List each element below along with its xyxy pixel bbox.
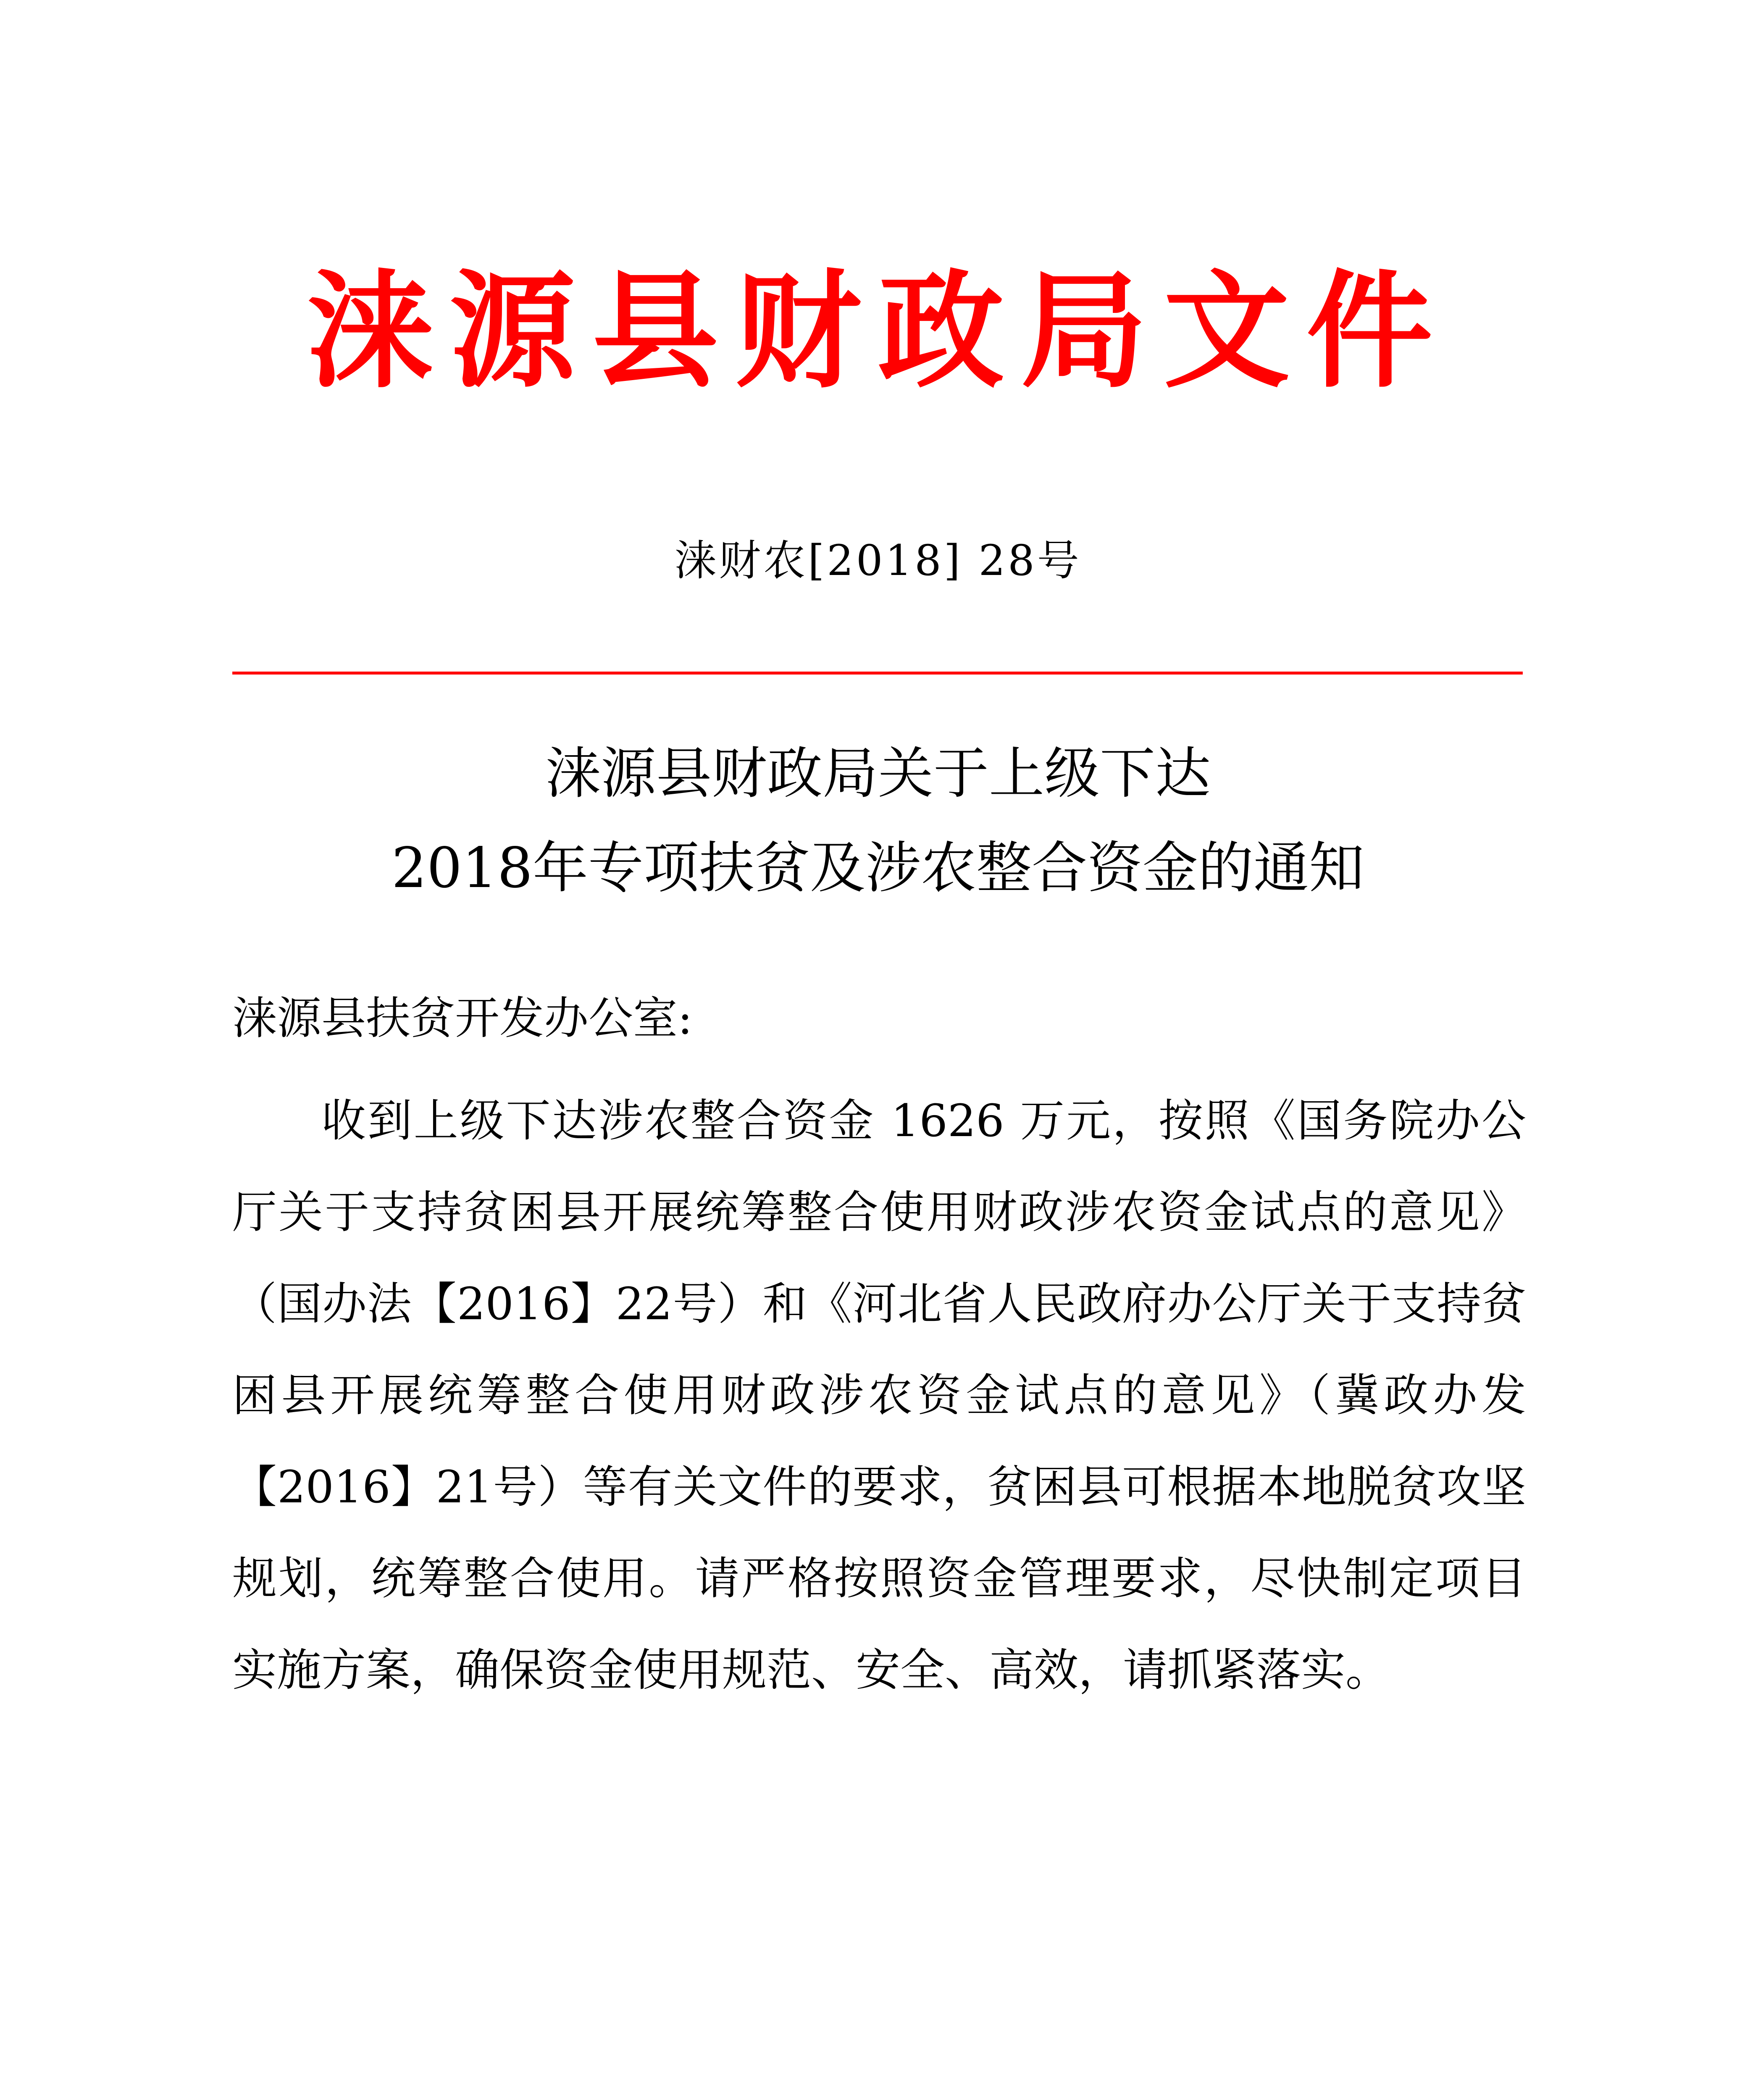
document-masthead: 涞源县财政局文件: [307, 258, 1449, 405]
title-line-1: 涞源县财政局关于上级下达: [545, 741, 1211, 806]
body-line: 收到上级下达涉农整合资金 1626 万元，按照《国务院办公: [321, 1095, 1526, 1147]
body-line: （国办法【2016】22号）和《河北省人民政府办公厅关于支持贫: [232, 1278, 1526, 1330]
body-line: 困县开展统筹整合使用财政涉农资金试点的意见》（冀政办发: [232, 1370, 1526, 1421]
body-paragraph: [232, 1075, 1526, 1716]
body-line: 厅关于支持贫困县开展统筹整合使用财政涉农资金试点的意见》: [232, 1186, 1526, 1238]
title-line-2: 2018年专项扶贫及涉农整合资金的通知: [392, 836, 1364, 900]
body-line: 【2016】21号）等有关文件的要求，贫困县可根据本地脱贫攻坚: [232, 1461, 1526, 1513]
red-divider-line: [232, 672, 1523, 675]
document-number: 涞财农[2018] 28号: [674, 536, 1082, 585]
body-line: 规划，统筹整合使用。请严格按照资金管理要求，尽快制定项目: [232, 1553, 1526, 1604]
body-line: 实施方案，确保资金使用规范、安全、高效，请抓紧落实。: [232, 1644, 1390, 1696]
document-title: [227, 727, 1529, 916]
addressee: 涞源县扶贫开发办公室:: [232, 992, 693, 1044]
